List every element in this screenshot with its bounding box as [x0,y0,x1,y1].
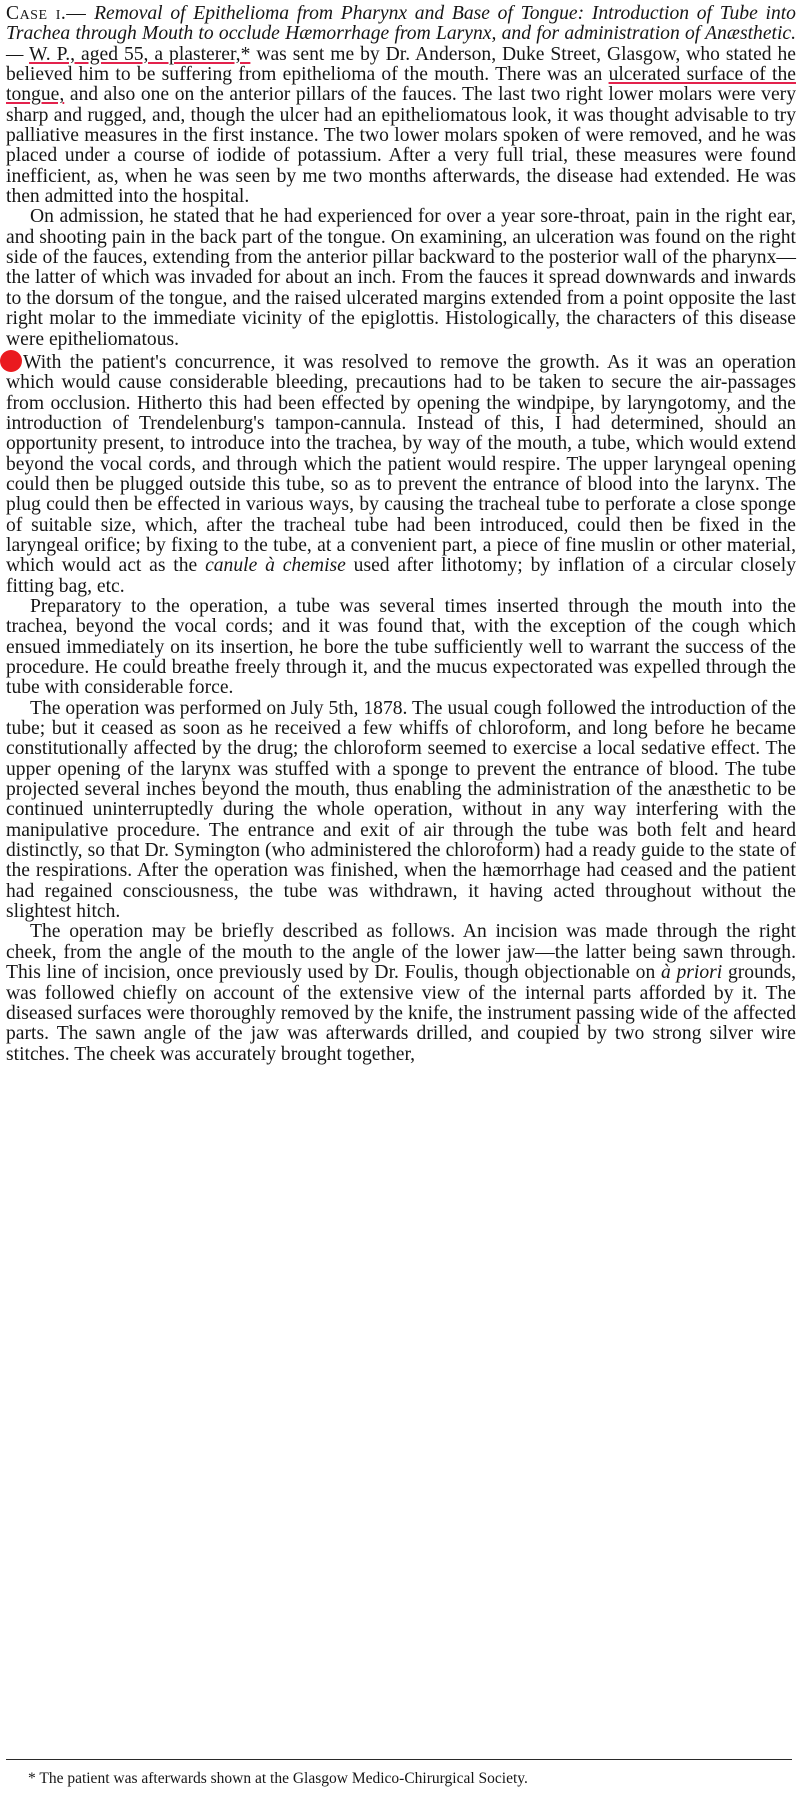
case-label: Case i.— [6,3,87,24]
footnote: * The patient was afterwards shown at the Glasgow Medico-Chirurgical Society. [28,1770,528,1787]
paragraph-3 [6,350,796,597]
tongue-highlight: ulcerated surface of the tongue, [6,64,796,106]
paragraph-1-text-a: was sent me by Dr. Anderson, Duke Street, Glasgow, who stated he believed him to be suffering from epithelioma of the mouth. There was an [6,43,796,86]
paragraph-6-text-a: The operation may be briefly described as follows. An incision was made through the right cheek, from the angle of the mouth to the angle of the lower jaw—the latter being sawn through. This line of incision, once previously used by Dr. Foulis, though objectionable on [6,921,796,984]
red-marker-dot-icon [0,350,22,372]
a-priori-phrase: à priori [660,962,723,984]
canule-phrase: canule à chemise [205,555,346,577]
paragraph-3-text-b: used after lithotomy; by inflation of a circular closely fitting bag, etc. [6,555,796,597]
case-title: Removal of Epithelioma from Pharynx and Base of Tongue: Introduction of Tube into Trachea through Mouth to occlude Hæmorrhage from Larynx, and for administration of Anæsthetic.— [6,3,796,65]
paragraph-1 [6,4,796,207]
paragraph-6-text-b: grounds, was followed chiefly on account of the extensive view of the internal parts afforded by it. The diseased surfaces were thoroughly removed by the knife, the instrument passing wide of the affected parts. The sawn angle of the jaw was afterwards drilled, and coupied by two strong silver wire stitches. The cheek was accurately brought together, [6,962,796,1065]
paragraph-5: The operation was performed on July 5th, 1878. The usual cough followed the introduction of the tube; but it ceased as soon as he received a few whiffs of chloroform, and long before he became constitutionally affected by the drug; the chloroform seemed to exercise a local sedative effect. The upper opening of the larynx was stuffed with a sponge to prevent the entrance of blood. The tube projected several inches beyond the mouth, thus enabling the administration of the anæsthetic to be continued uninterruptedly during the whole operation, without in any way interfering with the manipulative procedure. The entrance and exit of air through the tube was both felt and heard distinctly, so that Dr. Symington (who administered the chloroform) had a ready guide to the state of the respirations. After the operation was finished, when the hæmorrhage had ceased and the patient had regained consciousness, the tube was withdrawn, it having acted throughout without the slightest hitch. [6,697,796,923]
article-text [6,4,796,1065]
paragraph-6 [6,922,796,1064]
footnote-divider [6,1759,792,1760]
paragraph-3-text-a: With the patient's concurrence, it was resolved to remove the growth. As it was an operation which would cause considerable bleeding, precautions had to be taken to secure the air-passages from occlusion. Hitherto this had been effected by opening the windpipe, by laryngotomy, and the introduction of Trendelenburg's tampon-cannula. Instead of this, I had determined, should an opportunity present, to introduce into the trachea, by way of the mouth, a tube, which would extend beyond the vocal cords, and through which the patient would respire. The upper laryngeal opening could then be plugged outside this tube, so as to prevent the entrance of blood into the larynx. The plug could then be effected in various ways, by causing the tracheal tube to perforate a close sponge of suitable size, which, after the tracheal tube had been introduced, could then be fixed in the laryngeal orifice; by fixing to the tube, at a convenient part, a piece of fine muslin or other material, which would act as the [6,351,796,577]
patient-highlight: W. P., aged 55, a plasterer,* [29,43,251,65]
paragraph-4: Preparatory to the operation, a tube was several times inserted through the mouth into the trachea, beyond the vocal cords; and it was found that, with the exception of the cough which ensued immediately on its insertion, he bore the tube sufficiently well to warrant the success of the procedure. He could breathe freely through it, and the mucus expectorated was expelled through the tube with considerable force. [6,595,796,699]
paragraph-1-text-b: and also one on the anterior pillars of the fauces. The last two right lower molars were very sharp and rugged, and, though the ulcer had an epitheliomatous look, it was thought advisable to try palliative measures in the first instance. The two lower molars spoken of were removed, and he was placed under a course of iodide of potassium. After a very full trial, these measures were found inefficient, as, when he was seen by me two months afterwards, the disease had extended. He was then admitted into the hospital. [6,84,796,208]
paragraph-2: On admission, he stated that he had experienced for over a year sore-throat, pain in the right ear, and shooting pain in the back part of the tongue. On examining, an ulceration was found on the right side of the fauces, extending from the anterior pillar backward to the posterior wall of the pharynx—the latter of which was invaded for about an inch. From the fauces it spread downwards and inwards to the dorsum of the tongue, and the raised ulcerated margins extended from a point opposite the last right molar to the immediate vicinity of the epiglottis. Histologically, the characters of this disease were epitheliomatous. [6,206,796,350]
